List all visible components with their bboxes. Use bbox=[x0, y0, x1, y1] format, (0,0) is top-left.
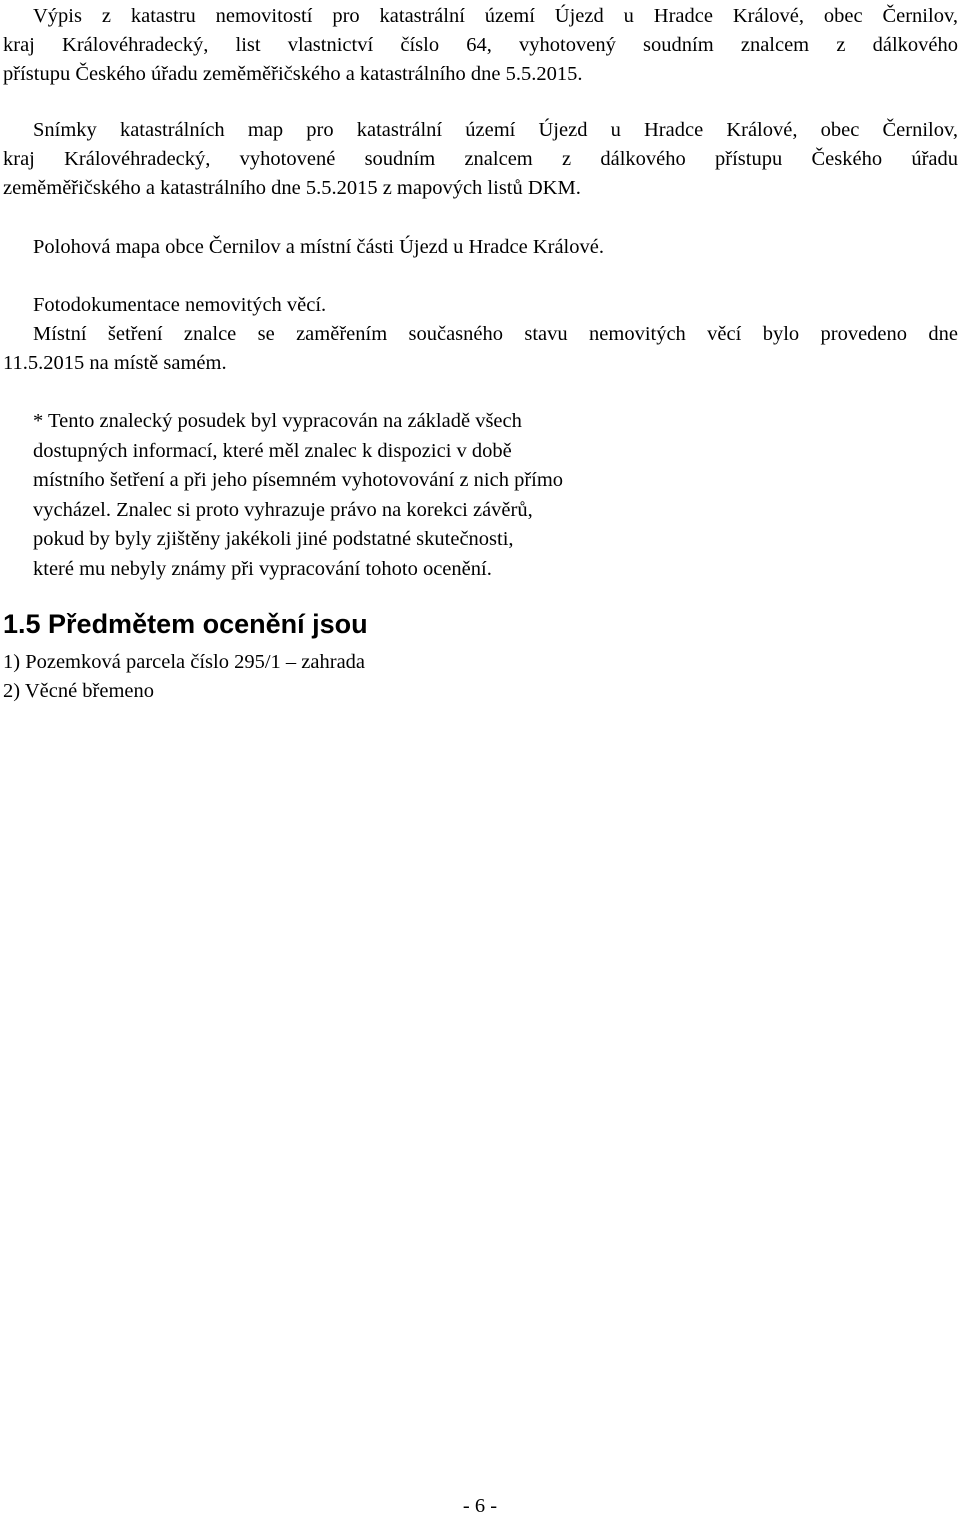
photo-documentation-paragraph bbox=[3, 291, 958, 320]
text-line: Snímky katastrálních map pro katastrální území Újezd u Hradce Králové, obec Černilov, bbox=[33, 119, 958, 141]
text-line: které mu nebyly známy při vypracování tohoto ocenění. bbox=[33, 557, 492, 580]
map-snapshots-paragraph bbox=[3, 116, 958, 203]
valuation-items-list bbox=[3, 648, 365, 706]
section-heading: 1.5 Předmětem ocenění jsou bbox=[3, 609, 368, 639]
text-line: dostupných informací, které měl znalec k dispozici v době bbox=[33, 439, 512, 462]
text-line: * Tento znalecký posudek byl vypracován na základě všech bbox=[33, 410, 522, 432]
text-line: Fotodokumentace nemovitých věcí. bbox=[33, 294, 327, 316]
page-number: - 6 - bbox=[462, 1495, 498, 1517]
text-line: přístupu Českého úřadu zeměměřičského a katastrálního dne 5.5.2015. bbox=[3, 63, 583, 85]
text-line: Místní šetření znalce se zaměřením současného stavu nemovitých věcí bylo provedeno dne bbox=[33, 323, 958, 345]
list-item: 1) Pozemková parcela číslo 295/1 – zahrada bbox=[3, 651, 366, 673]
text-line: Výpis z katastru nemovitostí pro katastrální území Újezd u Hradce Králové, obec Černilov, bbox=[33, 5, 958, 27]
text-line: kraj Královéhradecký, list vlastnictví číslo 64, vyhotovený soudním znalcem z dálkového bbox=[3, 34, 958, 56]
location-map-paragraph bbox=[3, 233, 958, 262]
text-line: zeměměřičského a katastrálního dne 5.5.2015 z mapových listů DKM. bbox=[3, 177, 581, 199]
list-item: 2) Věcné břemeno bbox=[3, 680, 155, 702]
text-line: kraj Královéhradecký, vyhotovené soudním znalcem z dálkového přístupu Českého úřadu bbox=[3, 148, 958, 170]
text-line: místního šetření a při jeho písemném vyhotovování z nich přímo bbox=[33, 469, 564, 491]
text-line: 11.5.2015 na místě samém. bbox=[3, 352, 227, 374]
site-survey-paragraph bbox=[3, 320, 958, 378]
text-line: pokud by byly zjištěny jakékoli jiné podstatné skutečnosti, bbox=[33, 528, 514, 550]
disclaimer-note bbox=[33, 407, 733, 584]
cadastre-extract-paragraph bbox=[3, 2, 958, 89]
text-line: vycházel. Znalec si proto vyhrazuje právo na korekci závěrů, bbox=[33, 498, 533, 521]
text-line: Polohová mapa obce Černilov a místní části Újezd u Hradce Králové. bbox=[33, 236, 604, 258]
